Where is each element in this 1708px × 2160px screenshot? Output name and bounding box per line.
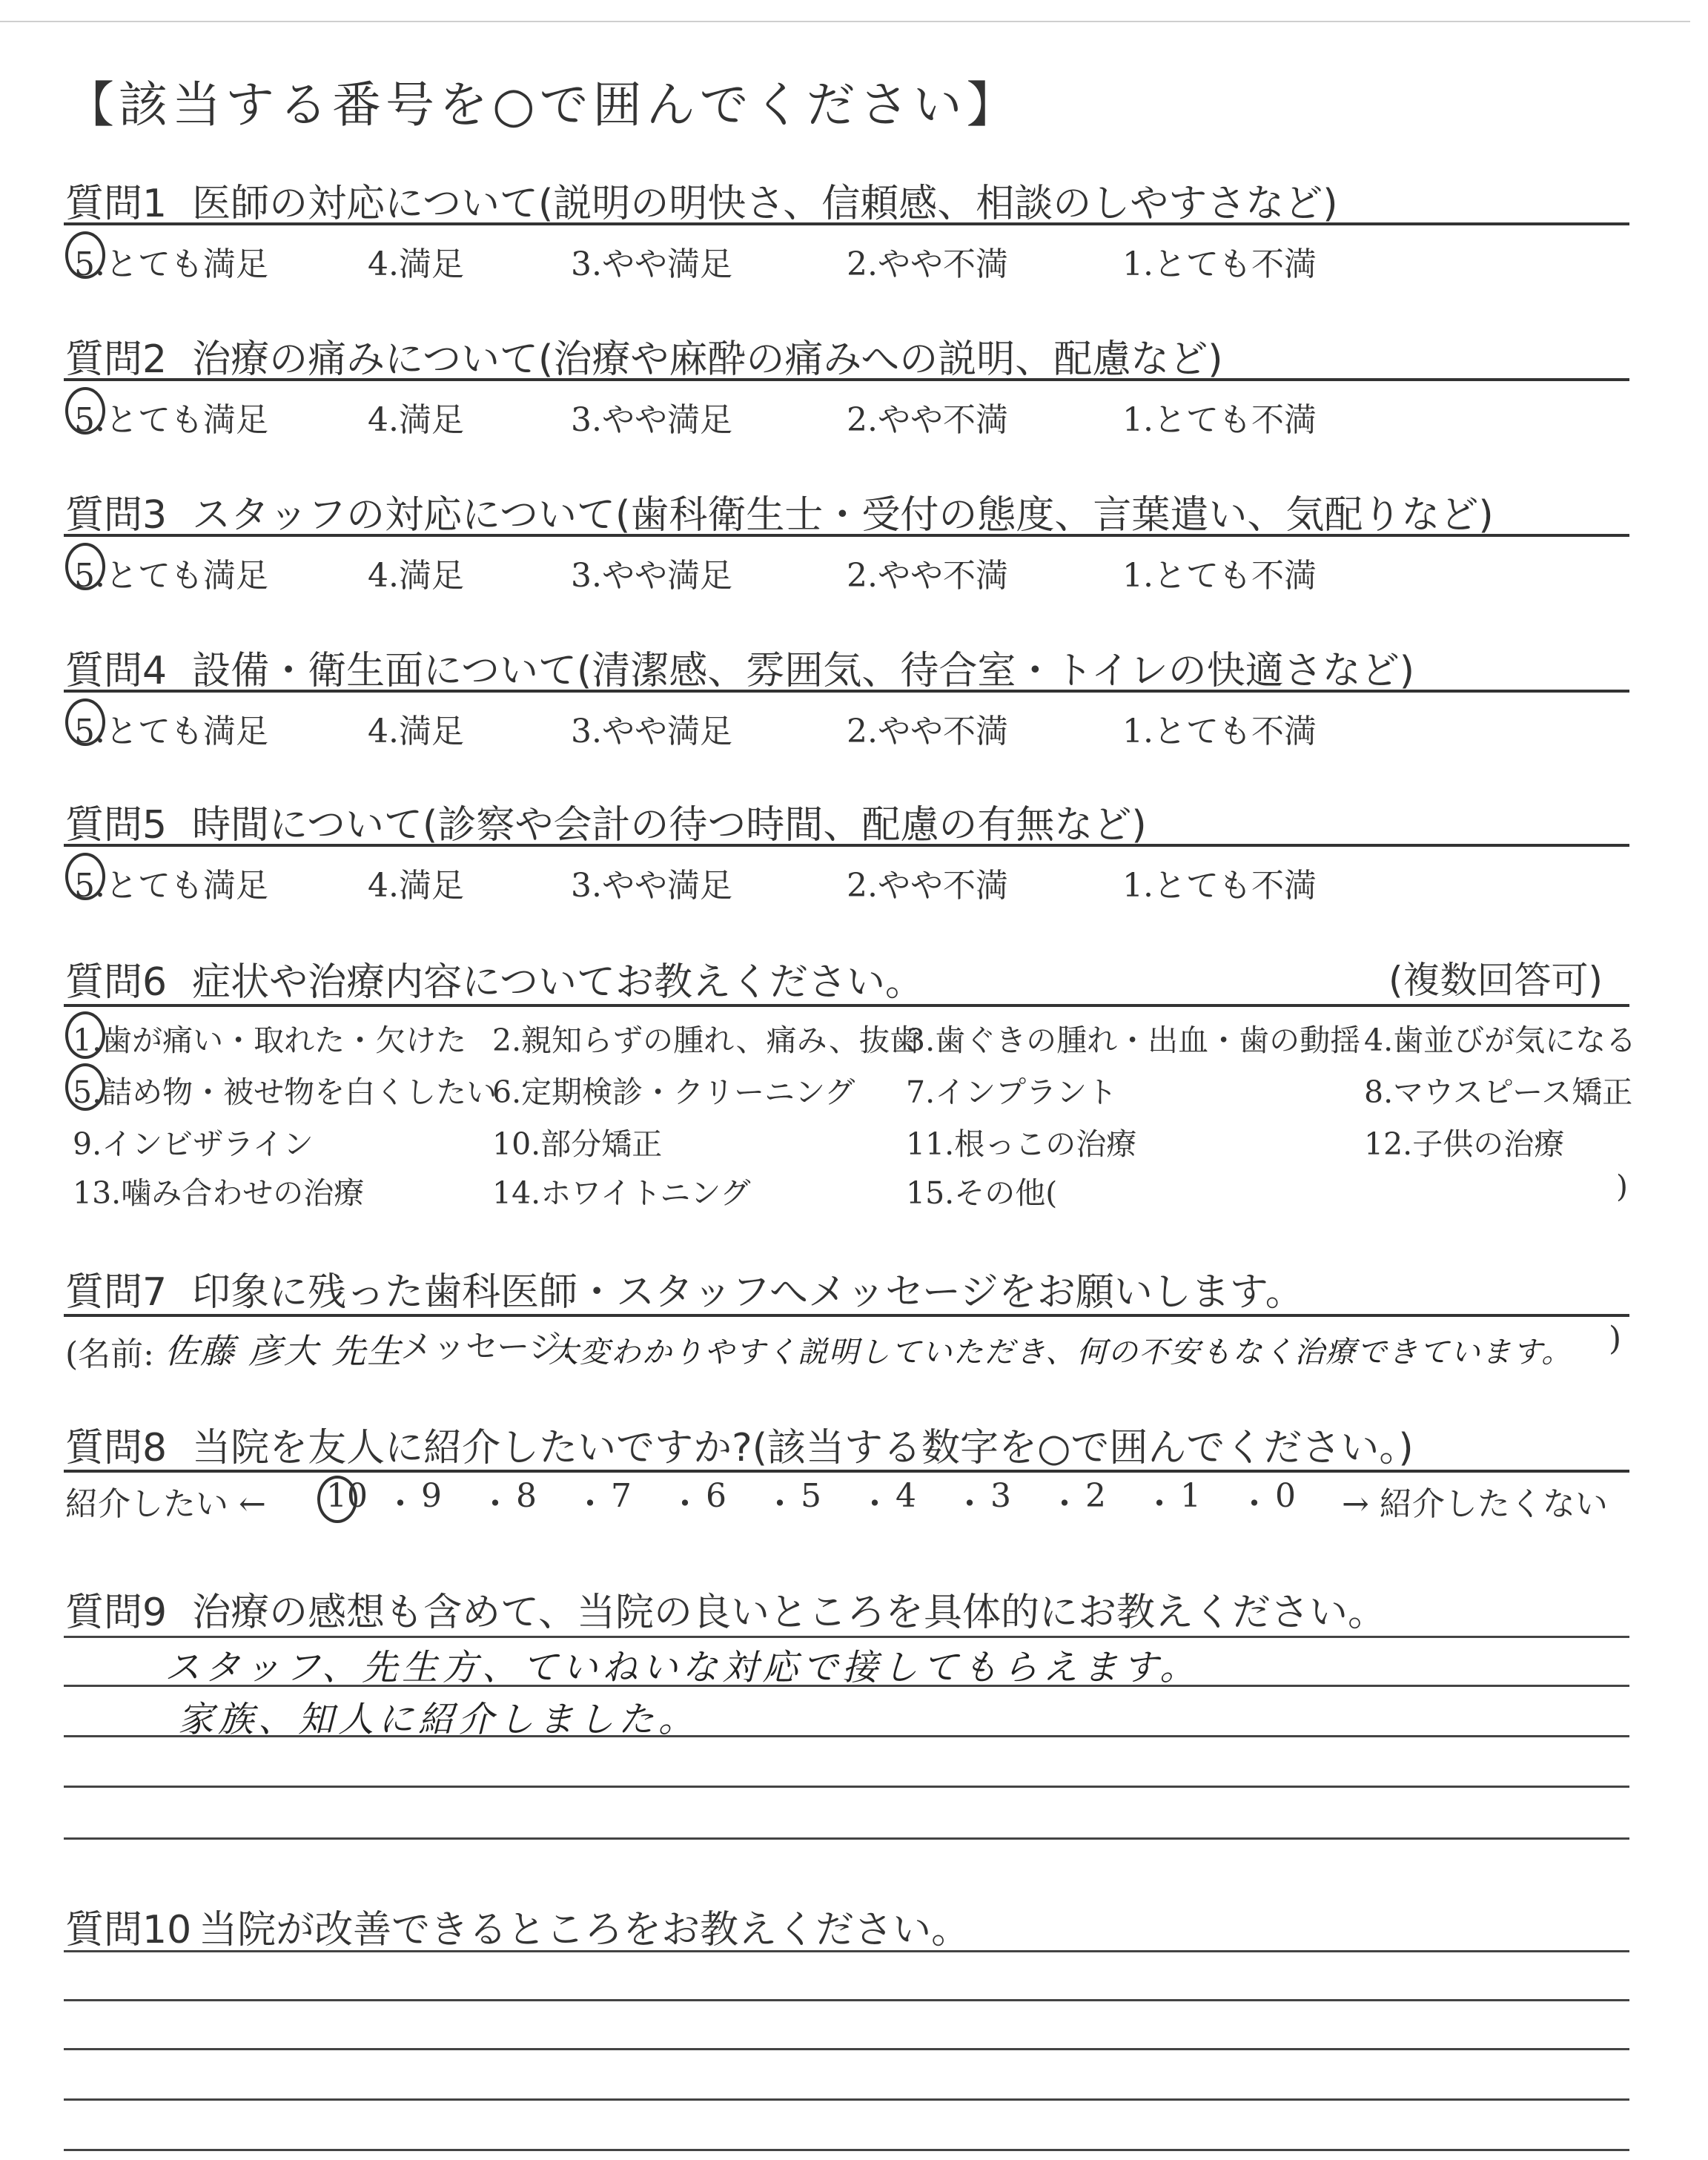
page-heading: 【該当する番号を○で囲んでください】 <box>65 76 1020 133</box>
scale-number[interactable]: 7 <box>611 1477 632 1515</box>
question-text: 治療の痛みについて(治療や麻酔の痛みへの説明、配慮など) <box>192 337 1223 382</box>
rating-option[interactable]: 3.やや満足 <box>571 713 732 750</box>
scale-dot: ・ <box>479 1485 512 1523</box>
question-number: 質問6 <box>65 960 168 1005</box>
symptom-option[interactable]: 1.歯が痛い・取れた・欠けた <box>73 1023 467 1058</box>
question-number: 質問5 <box>65 803 168 848</box>
symptom-option[interactable]: 8.マウスピース矯正 <box>1364 1074 1633 1110</box>
question-6 <box>65 951 924 1006</box>
selected-circle <box>65 1011 105 1059</box>
question-text: 印象に残った歯科医師・スタッフへメッセージをお願いします。 <box>192 1270 1304 1315</box>
answer-line <box>64 1786 1629 1788</box>
selected-circle <box>65 1063 105 1111</box>
question-text: 設備・衛生面について(清潔感、雰囲気、待合室・トイレの快適さなど) <box>192 649 1415 693</box>
rating-option[interactable]: 5.とても満足 <box>74 867 268 905</box>
rating-option[interactable]: 2.やや不満 <box>847 713 1008 750</box>
question-7 <box>65 1261 1304 1316</box>
question-number: 質問10 <box>65 1908 192 1952</box>
question-text: 時間について(診察や会計の待つ時間、配慮の有無など) <box>192 803 1147 848</box>
rating-option[interactable]: 5.とても満足 <box>74 557 268 595</box>
question-rule <box>64 844 1629 847</box>
scale-dot: ・ <box>384 1485 417 1523</box>
question-number: 質問8 <box>65 1426 168 1470</box>
scale-dot: ・ <box>858 1485 891 1523</box>
handwritten-name[interactable]: 佐藤 彦大 先生 <box>165 1331 403 1371</box>
selected-circle <box>65 698 105 746</box>
rating-option[interactable]: 1.とても不満 <box>1122 245 1317 283</box>
question-rule <box>64 1314 1629 1317</box>
question-rule <box>64 690 1629 693</box>
symptom-option[interactable]: 12.子供の治療 <box>1364 1126 1565 1162</box>
symptom-option[interactable]: 5.詰め物・被せ物を白くしたい <box>73 1074 497 1110</box>
symptom-option[interactable]: 3.歯ぐきの腫れ・出血・歯の動揺 <box>906 1023 1361 1058</box>
question-1 <box>65 172 1338 228</box>
rating-option[interactable]: 3.やや満足 <box>571 245 732 283</box>
handwritten-answer[interactable]: スタッフ、先生方、ていねいな対応で接してもらえます。 <box>165 1647 1200 1688</box>
question-text: 治療の感想も含めて、当院の良いところを具体的にお教えください。 <box>192 1591 1387 1635</box>
scale-dot: ・ <box>764 1485 796 1523</box>
rating-option[interactable]: 2.やや不満 <box>847 245 1008 283</box>
selected-circle <box>317 1476 357 1523</box>
question-5 <box>65 793 1147 849</box>
selected-circle <box>65 387 105 435</box>
question-number: 質問9 <box>65 1591 168 1635</box>
question-9 <box>65 1581 1386 1636</box>
question-3 <box>65 483 1494 539</box>
scale-number[interactable]: 5 <box>801 1477 821 1515</box>
symptom-option[interactable]: 15.その他( <box>906 1175 1058 1211</box>
question-2 <box>65 328 1223 383</box>
scan-edge-line <box>0 21 1690 22</box>
scale-dot: ・ <box>1048 1485 1081 1523</box>
rating-option[interactable]: 2.やや不満 <box>847 557 1008 595</box>
scale-number[interactable]: 0 <box>1275 1477 1296 1515</box>
scale-number[interactable]: 2 <box>1085 1477 1106 1515</box>
answer-line <box>64 1950 1629 1952</box>
name-label: (名前: <box>65 1335 154 1373</box>
question-text: 当院が改善できるところをお教えください。 <box>199 1908 970 1952</box>
scale-dot: ・ <box>574 1485 606 1523</box>
rating-option[interactable]: 1.とても不満 <box>1122 401 1317 439</box>
rating-option[interactable]: 4.満足 <box>368 401 464 439</box>
selected-circle <box>65 231 105 279</box>
scale-number[interactable]: 4 <box>896 1477 916 1515</box>
symptom-option[interactable]: 4.歯並びが気になる <box>1364 1023 1637 1058</box>
symptom-option[interactable]: 7.インプラント <box>906 1074 1118 1110</box>
selected-circle <box>65 853 105 900</box>
selected-circle <box>65 543 105 590</box>
question-number: 質問2 <box>65 337 168 382</box>
symptom-option[interactable]: 13.噛み合わせの治療 <box>73 1175 365 1211</box>
symptom-option[interactable]: 14.ホワイトニング <box>492 1175 751 1211</box>
scale-number[interactable]: 6 <box>706 1477 726 1515</box>
scale-dot: ・ <box>953 1485 986 1523</box>
question-4 <box>65 639 1414 695</box>
scale-dot: ・ <box>669 1485 701 1523</box>
scale-dot: ・ <box>1143 1485 1176 1523</box>
scale-right-label: → 紹介したくない <box>1342 1485 1608 1523</box>
question-10 <box>65 1898 970 1954</box>
rating-option[interactable]: 1.とても不満 <box>1122 557 1317 595</box>
symptom-option[interactable]: 2.親知らずの腫れ、痛み、抜歯 <box>492 1023 921 1058</box>
scale-number[interactable]: 3 <box>990 1477 1011 1515</box>
answer-line <box>64 1999 1629 2001</box>
question-rule <box>64 1470 1629 1473</box>
question-rule <box>64 534 1629 537</box>
rating-option[interactable]: 5.とても満足 <box>74 713 268 750</box>
question-number: 質問7 <box>65 1270 168 1315</box>
question-rule <box>64 1004 1629 1007</box>
rating-option[interactable]: 1.とても不満 <box>1122 713 1317 750</box>
question-8 <box>65 1416 1414 1472</box>
rating-option[interactable]: 2.やや不満 <box>847 401 1008 439</box>
symptom-option[interactable]: ) <box>1616 1169 1628 1204</box>
answer-line <box>64 1837 1629 1840</box>
rating-option[interactable]: 3.やや満足 <box>571 401 732 439</box>
rating-option[interactable]: 3.やや満足 <box>571 867 732 905</box>
scale-number[interactable]: 8 <box>516 1477 537 1515</box>
rating-option[interactable]: 3.やや満足 <box>571 557 732 595</box>
rating-option[interactable]: 1.とても不満 <box>1122 867 1317 905</box>
question-number: 質問1 <box>65 182 168 226</box>
scale-number[interactable]: 9 <box>421 1477 442 1515</box>
symptom-option[interactable]: 6.定期検診・クリーニング <box>492 1074 855 1110</box>
symptom-option[interactable]: 10.部分矯正 <box>492 1126 663 1162</box>
rating-option[interactable]: 2.やや不満 <box>847 867 1008 905</box>
message-close-paren: ) <box>1609 1320 1622 1358</box>
question-rule <box>64 222 1629 225</box>
answer-line <box>64 2149 1629 2151</box>
answer-line <box>64 2048 1629 2050</box>
multiple-answers-note: (複数回答可) <box>1388 959 1603 1002</box>
question-number: 質問3 <box>65 493 168 538</box>
handwritten-message[interactable]: 大変わかりやすく説明していただき、何の不安もなく治療できています。 <box>549 1335 1573 1370</box>
question-text: 当院を友人に紹介したいですか?(該当する数字を○で囲んでください。) <box>192 1426 1414 1470</box>
rating-option[interactable]: 5.とても満足 <box>74 245 268 283</box>
message-label: メッセージ: <box>400 1328 573 1366</box>
question-text: 医師の対応について(説明の明快さ、信頼感、相談のしやすさなど) <box>192 182 1338 226</box>
scale-left-label: 紹介したい ← <box>65 1485 266 1523</box>
rating-option[interactable]: 5.とても満足 <box>74 401 268 439</box>
rating-option[interactable]: 4.満足 <box>368 713 464 750</box>
rating-option[interactable]: 4.満足 <box>368 245 464 283</box>
answer-line <box>64 2098 1629 2101</box>
symptom-option[interactable]: 11.根っこの治療 <box>906 1126 1137 1162</box>
scale-number[interactable]: 1 <box>1180 1477 1201 1515</box>
question-number: 質問4 <box>65 649 168 693</box>
question-text: 症状や治療内容についてお教えください。 <box>192 960 924 1005</box>
question-text: スタッフの対応について(歯科衛生士・受付の態度、言葉遣い、気配りなど) <box>192 493 1494 538</box>
rating-option[interactable]: 4.満足 <box>368 867 464 905</box>
scale-dot: ・ <box>1238 1485 1271 1523</box>
question-rule <box>64 378 1629 381</box>
scale-number[interactable]: 10 <box>326 1477 368 1515</box>
handwritten-answer[interactable]: 家族、知人に紹介しました。 <box>178 1699 699 1740</box>
answer-line <box>64 1636 1629 1638</box>
rating-option[interactable]: 4.満足 <box>368 557 464 595</box>
symptom-option[interactable]: 9.インビザライン <box>73 1126 314 1162</box>
